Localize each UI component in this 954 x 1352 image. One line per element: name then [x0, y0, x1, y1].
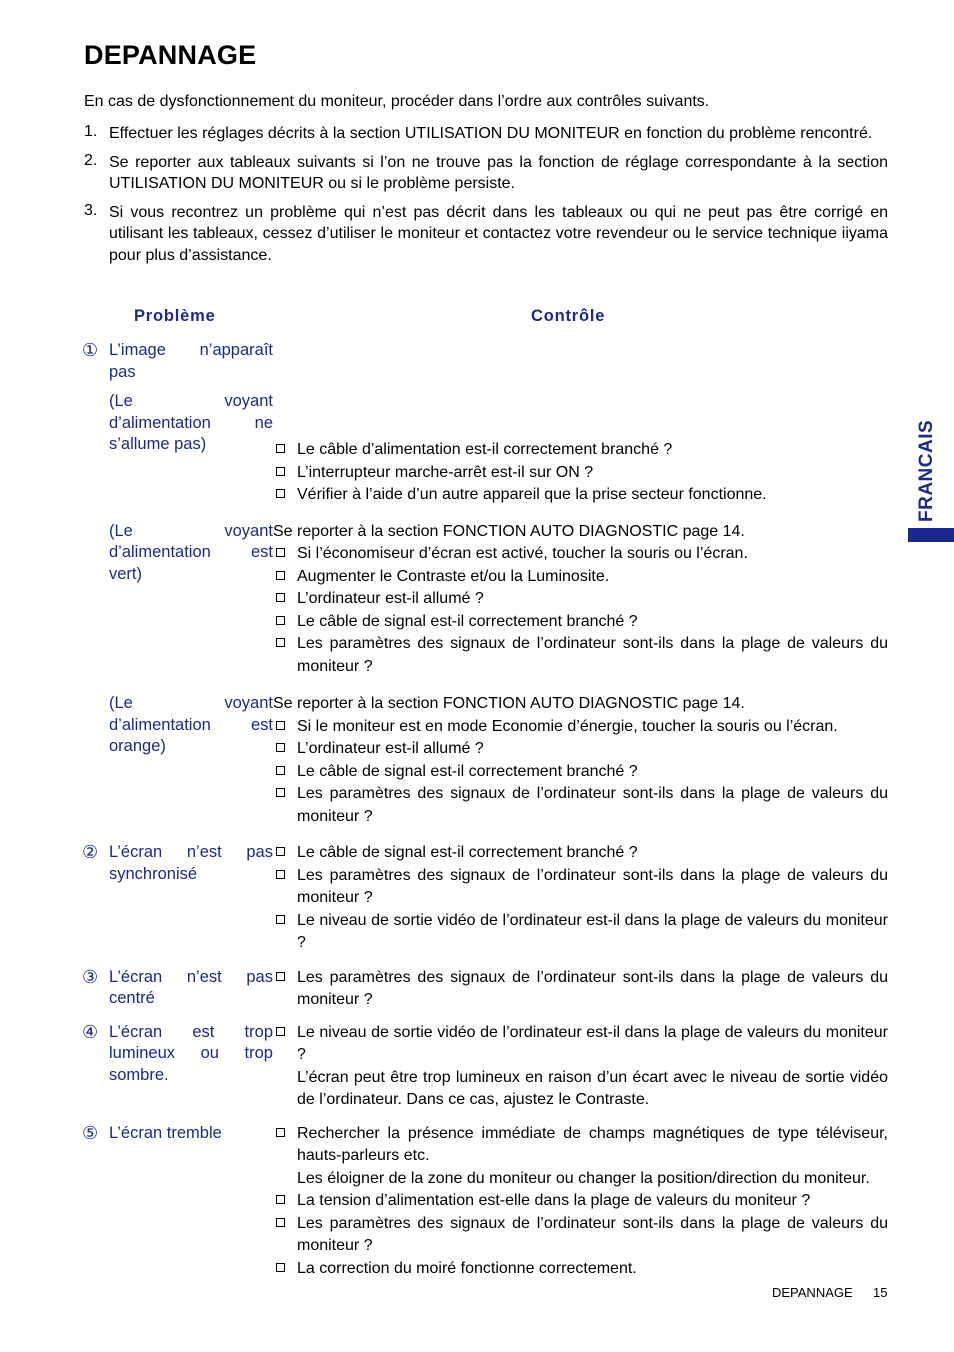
check-item-text: Le câble d’alimentation est-il correctement branché ?	[297, 441, 673, 458]
page-title: DEPANNAGE	[84, 40, 257, 70]
step-number: 3.	[84, 201, 98, 219]
step-number: 1.	[84, 123, 98, 140]
check-item-text: Les paramètres des signaux de l’ordinateur sont-ils dans la plage de valeurs du moniteur ?	[297, 866, 888, 906]
control-cell	[273, 1123, 888, 1281]
checkbox-icon	[276, 638, 285, 647]
problem-text: L’écran n’est pas synchronisé	[109, 843, 273, 883]
check-item-text: La tension d’alimentation est-elle dans la plage de valeurs du moniteur ?	[297, 1192, 811, 1209]
checkbox-icon	[276, 1218, 285, 1227]
check-item	[273, 716, 888, 739]
checkbox-icon	[276, 788, 285, 797]
language-tab-label: FRANCAIS	[916, 419, 937, 522]
step-item	[84, 202, 888, 267]
check-item	[273, 865, 888, 910]
check-item-text: Vérifier à l’aide d’un autre appareil que la prise secteur fonctionne.	[297, 486, 767, 503]
check-item	[273, 462, 888, 485]
problem-cell	[84, 521, 273, 679]
check-item-text: Le câble de signal est-il correctement branché ?	[297, 844, 638, 861]
control-cell	[273, 1022, 888, 1112]
step-text: Effectuer les réglages décrits à la section UTILISATION DU MONITEUR en fonction du problème rencontré.	[109, 125, 873, 142]
checkbox-icon	[276, 743, 285, 752]
table-row	[84, 521, 888, 679]
check-item	[273, 738, 888, 761]
problem-cell	[84, 693, 273, 828]
check-item-text: Rechercher la présence immédiate de champs magnétiques de type téléviseur, hauts-parleurs etc.	[297, 1124, 888, 1164]
language-tab-marker	[908, 528, 954, 542]
table-row	[84, 1022, 888, 1112]
table-row	[84, 967, 888, 1012]
check-item-text: Le niveau de sortie vidéo de l’ordinateur est-il dans la plage de valeurs du moniteur ?	[297, 1023, 888, 1063]
check-item-text: Le niveau de sortie vidéo de l’ordinateur est-il dans la plage de valeurs du moniteur ?	[297, 911, 888, 951]
check-item	[273, 1258, 888, 1281]
check-item	[273, 842, 888, 865]
intro-text: En cas de dysfonctionnement du moniteur, procéder dans l’ordre aux contrôles suivants.	[84, 93, 710, 110]
reference-note: Se reporter à la section FONCTION AUTO DIAGNOSTIC page 14.	[273, 695, 745, 712]
problem-text: (Le voyant d’alimentation est orange)	[109, 694, 273, 755]
check-item-text: Les paramètres des signaux de l’ordinateur sont-ils dans la plage de valeurs du moniteur ?	[297, 635, 888, 675]
problem-number: ①	[82, 340, 99, 360]
check-item	[273, 1123, 888, 1168]
problem-cell	[84, 967, 273, 1012]
table-row	[84, 693, 888, 828]
steps-list	[84, 123, 888, 273]
checkbox-icon	[276, 847, 285, 856]
check-item	[273, 1022, 888, 1067]
control-cell	[273, 693, 888, 828]
footer-page-number: 15	[873, 1285, 888, 1300]
problem-cell	[84, 1022, 273, 1112]
problem-cell	[84, 842, 273, 955]
reference-note: Se reporter à la section FONCTION AUTO DIAGNOSTIC page 14.	[273, 522, 745, 540]
check-item	[273, 1190, 888, 1213]
problem-cell	[84, 340, 273, 383]
check-item	[273, 910, 888, 955]
check-item-text: Les paramètres des signaux de l’ordinateur sont-ils dans la plage de valeurs du moniteur ?	[297, 785, 888, 825]
problem-number: ⑤	[82, 1122, 99, 1143]
control-cell	[273, 842, 888, 955]
control-cell	[273, 521, 888, 679]
check-item	[273, 566, 888, 589]
check-item-text: L’interrupteur marche-arrêt est-il sur ON ?	[297, 463, 594, 481]
check-item-text: Augmenter le Contraste et/ou la Luminosite.	[297, 567, 610, 585]
check-item	[273, 761, 888, 784]
check-item-text: Les paramètres des signaux de l’ordinateur sont-ils dans la plage de valeurs du moniteur ?	[297, 1214, 888, 1254]
step-item	[84, 123, 888, 145]
checkbox-icon	[276, 571, 285, 580]
step-text: Se reporter aux tableaux suivants si l’on ne trouve pas la fonction de réglage correspondante à la section UTILISATION DU MONITEUR ou si le problème persiste.	[109, 153, 888, 192]
control-cell	[273, 340, 888, 383]
checkbox-icon	[276, 548, 285, 557]
problem-cell	[84, 391, 273, 507]
problem-text: L’écran est trop lumineux ou trop sombre.	[109, 1022, 273, 1084]
check-item	[273, 783, 888, 828]
table-row	[84, 391, 888, 507]
check-item	[273, 484, 888, 507]
checkbox-icon	[276, 467, 285, 476]
checkbox-icon	[276, 766, 285, 775]
table-row	[84, 340, 888, 383]
check-item-text: La correction du moiré fonctionne correctement.	[297, 1259, 637, 1277]
control-column-header: Contrôle	[531, 307, 606, 325]
checkbox-icon	[276, 1195, 285, 1204]
problem-text: L’image n’apparaît pas	[109, 341, 273, 381]
problem-text: L’écran tremble	[109, 1123, 222, 1142]
problem-number: ③	[82, 966, 99, 987]
problem-number: ④	[82, 1021, 99, 1042]
troubleshooting-table	[84, 340, 888, 1280]
step-number: 2.	[84, 151, 98, 169]
problem-text: (Le voyant d’alimentation est vert)	[109, 521, 273, 583]
checkbox-icon	[276, 972, 285, 981]
problem-text: L’écran n’est pas centré	[109, 967, 273, 1007]
checkbox-icon	[276, 1128, 285, 1137]
check-item	[273, 439, 888, 462]
check-item-text: Les paramètres des signaux de l’ordinateur sont-ils dans la plage de valeurs du moniteur ?	[297, 968, 888, 1008]
check-item-text: L’ordinateur est-il allumé ?	[297, 740, 484, 757]
check-item-text: Si l’économiseur d’écran est activé, toucher la souris ou l’écran.	[297, 545, 748, 562]
check-item-text: Le câble de signal est-il correctement branché ?	[297, 612, 638, 630]
check-item	[273, 967, 888, 1012]
control-cell	[273, 967, 888, 1012]
checkbox-icon	[276, 721, 285, 730]
control-cell	[273, 391, 888, 507]
checkbox-icon	[276, 870, 285, 879]
check-item-text: Si le moniteur est en mode Economie d’énergie, toucher la souris ou l’écran.	[297, 717, 838, 735]
check-item	[273, 633, 888, 678]
table-row	[84, 842, 888, 955]
check-item-note: Les éloigner de la zone du moniteur ou changer la position/direction du moniteur.	[297, 1169, 870, 1187]
check-item	[273, 588, 888, 611]
checkbox-icon	[276, 1027, 285, 1036]
checkbox-icon	[276, 1263, 285, 1272]
problem-column-header: Problème	[134, 307, 216, 325]
checkbox-icon	[276, 444, 285, 453]
check-item-note: L’écran peut être trop lumineux en raison d’un écart avec le niveau de sortie vidéo de l’ordinateur. Dans ce cas, ajustez le Contraste.	[297, 1068, 888, 1108]
checkbox-icon	[276, 616, 285, 625]
check-item-text: L’ordinateur est-il allumé ?	[297, 590, 484, 607]
checkbox-icon	[276, 593, 285, 602]
problem-text: (Le voyant d’alimentation ne s’allume pas)	[109, 392, 273, 453]
check-item-text: Le câble de signal est-il correctement branché ?	[297, 762, 638, 780]
table-row	[84, 1123, 888, 1281]
check-item	[273, 611, 888, 634]
check-item	[273, 1213, 888, 1258]
footer-section: DEPANNAGE	[772, 1285, 853, 1300]
step-text: Si vous recontrez un problème qui n’est pas décrit dans les tableaux ou qui ne peut pas être corrigé en utilisant les tableaux, cessez d’utiliser le moniteur et contactez votre revendeur ou le service technique iiyama pour plus d’assistance.	[109, 203, 888, 264]
checkbox-icon	[276, 489, 285, 498]
problem-cell	[84, 1123, 273, 1281]
step-item	[84, 152, 888, 195]
check-item	[273, 543, 888, 566]
problem-number: ②	[82, 842, 99, 862]
checkbox-icon	[276, 915, 285, 924]
